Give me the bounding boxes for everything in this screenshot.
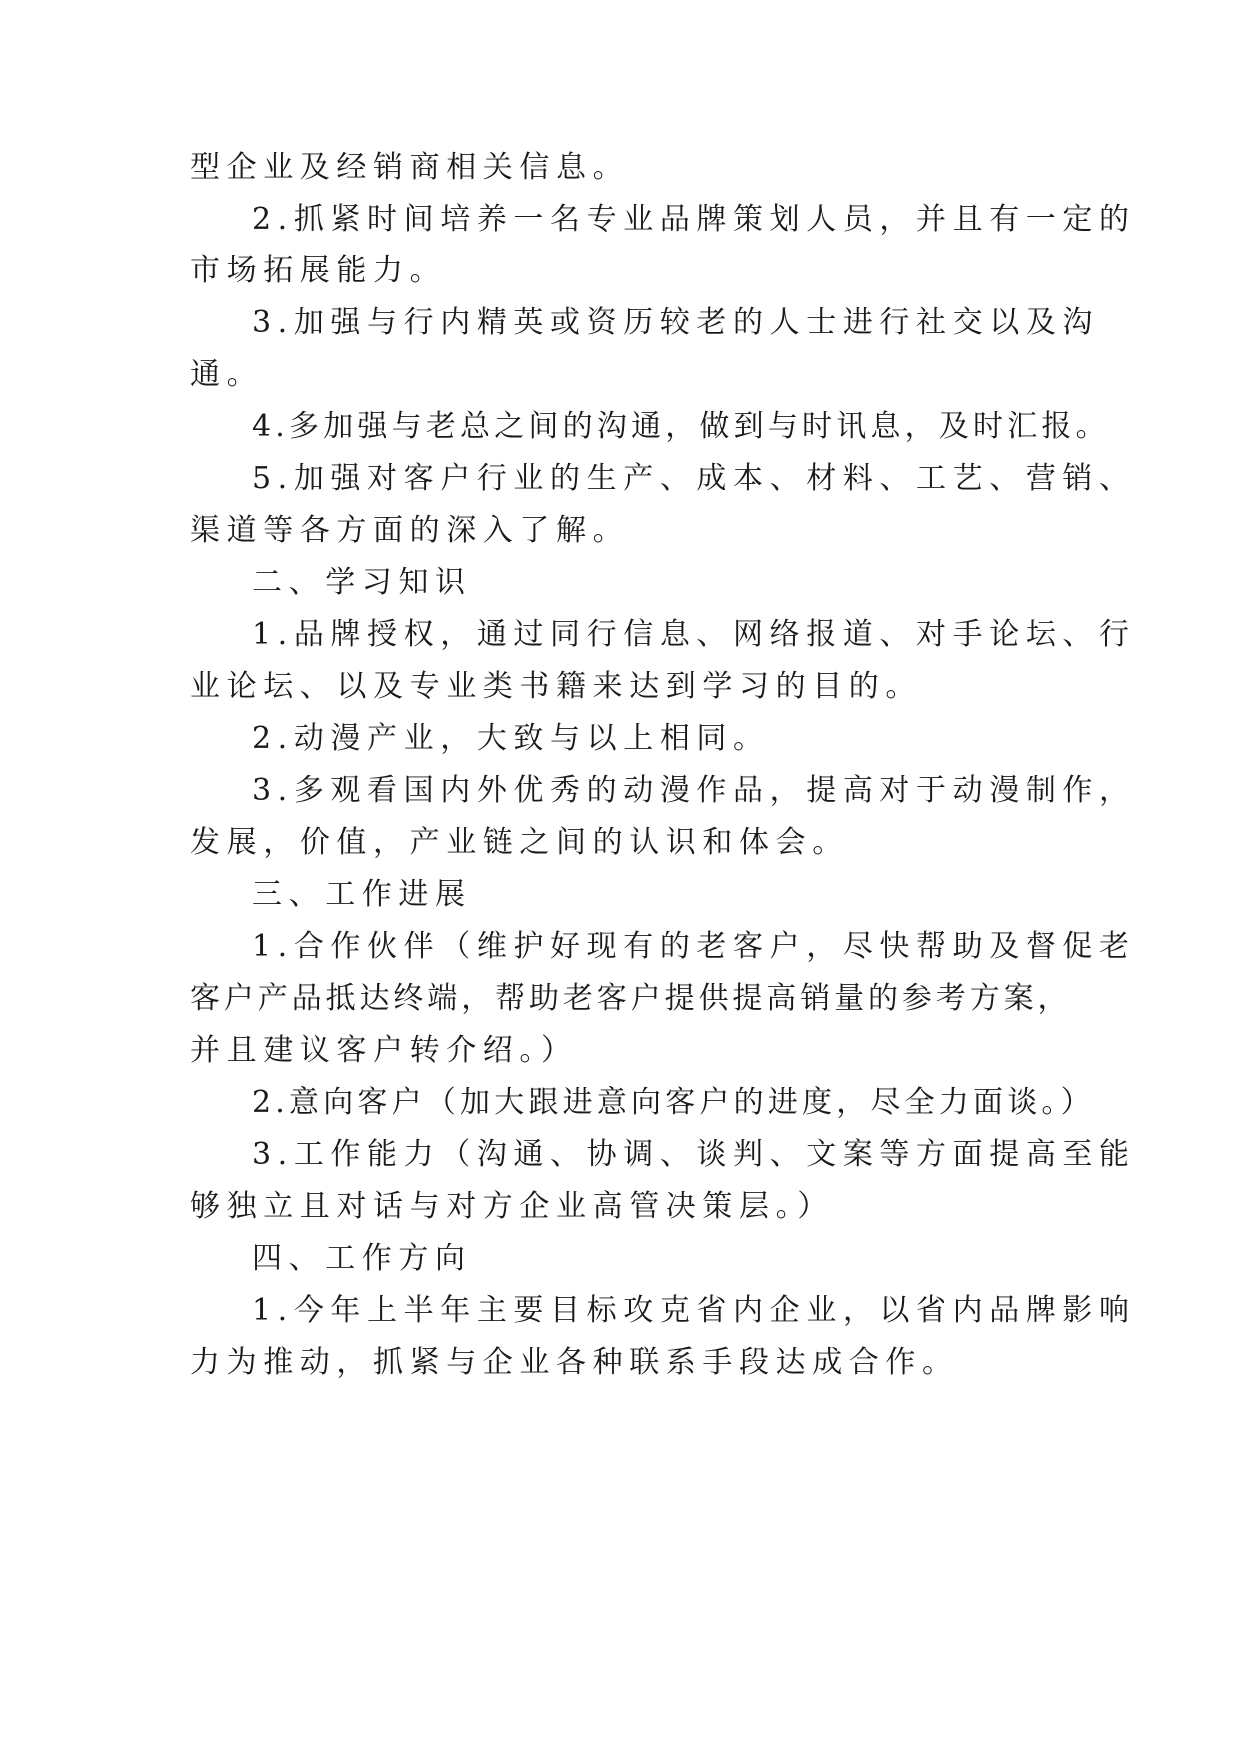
text-line: 业论坛、以及专业类书籍来达到学习的目的。 xyxy=(190,669,922,704)
text-line: 型企业及经销商相关信息。 xyxy=(190,150,630,185)
section-heading: 二、学习知识 xyxy=(252,565,472,600)
text-line: 并且建议客户转介绍。） xyxy=(190,1033,578,1068)
text-line: 3.工作能力（沟通、协调、谈判、文案等方面提高至能 xyxy=(252,1137,1136,1172)
text-line: 2.意向客户（加大跟进意向客户的进度，尽全力面谈。） xyxy=(252,1085,1095,1120)
text-line: 5.加强对客户行业的生产、成本、材料、工艺、营销、 xyxy=(252,461,1136,496)
text-line: 3.多观看国内外优秀的动漫作品，提高对于动漫制作， xyxy=(252,773,1136,808)
text-line: 够独立且对话与对方企业高管决策层。） xyxy=(190,1189,834,1224)
text-line: 渠道等各方面的深入了解。 xyxy=(190,513,630,548)
text-line: 市场拓展能力。 xyxy=(190,253,447,288)
text-line: 2.动漫产业，大致与以上相同。 xyxy=(252,721,770,756)
text-line: 发展，价值，产业链之间的认识和体会。 xyxy=(190,825,849,860)
text-line: 4.多加强与老总之间的沟通，做到与时讯息，及时汇报。 xyxy=(252,409,1110,444)
text-line: 1.合作伙伴（维护好现有的老客户，尽快帮助及督促老 xyxy=(252,929,1136,964)
section-heading: 三、工作进展 xyxy=(252,877,472,912)
text-line: 通。 xyxy=(190,357,264,392)
text-line: 2.抓紧时间培养一名专业品牌策划人员，并且有一定的 xyxy=(252,202,1136,237)
section-heading: 四、工作方向 xyxy=(252,1241,472,1276)
text-line: 客户产品抵达终端，帮助老客户提供提高销量的参考方案， xyxy=(190,981,1072,1016)
text-line: 1.今年上半年主要目标攻克省内企业，以省内品牌影响 xyxy=(252,1293,1136,1328)
text-line: 1.品牌授权，通过同行信息、网络报道、对手论坛、行 xyxy=(252,617,1136,652)
text-line: 3.加强与行内精英或资历较老的人士进行社交以及沟 xyxy=(252,305,1100,340)
text-line: 力为推动，抓紧与企业各种联系手段达成合作。 xyxy=(190,1345,959,1380)
